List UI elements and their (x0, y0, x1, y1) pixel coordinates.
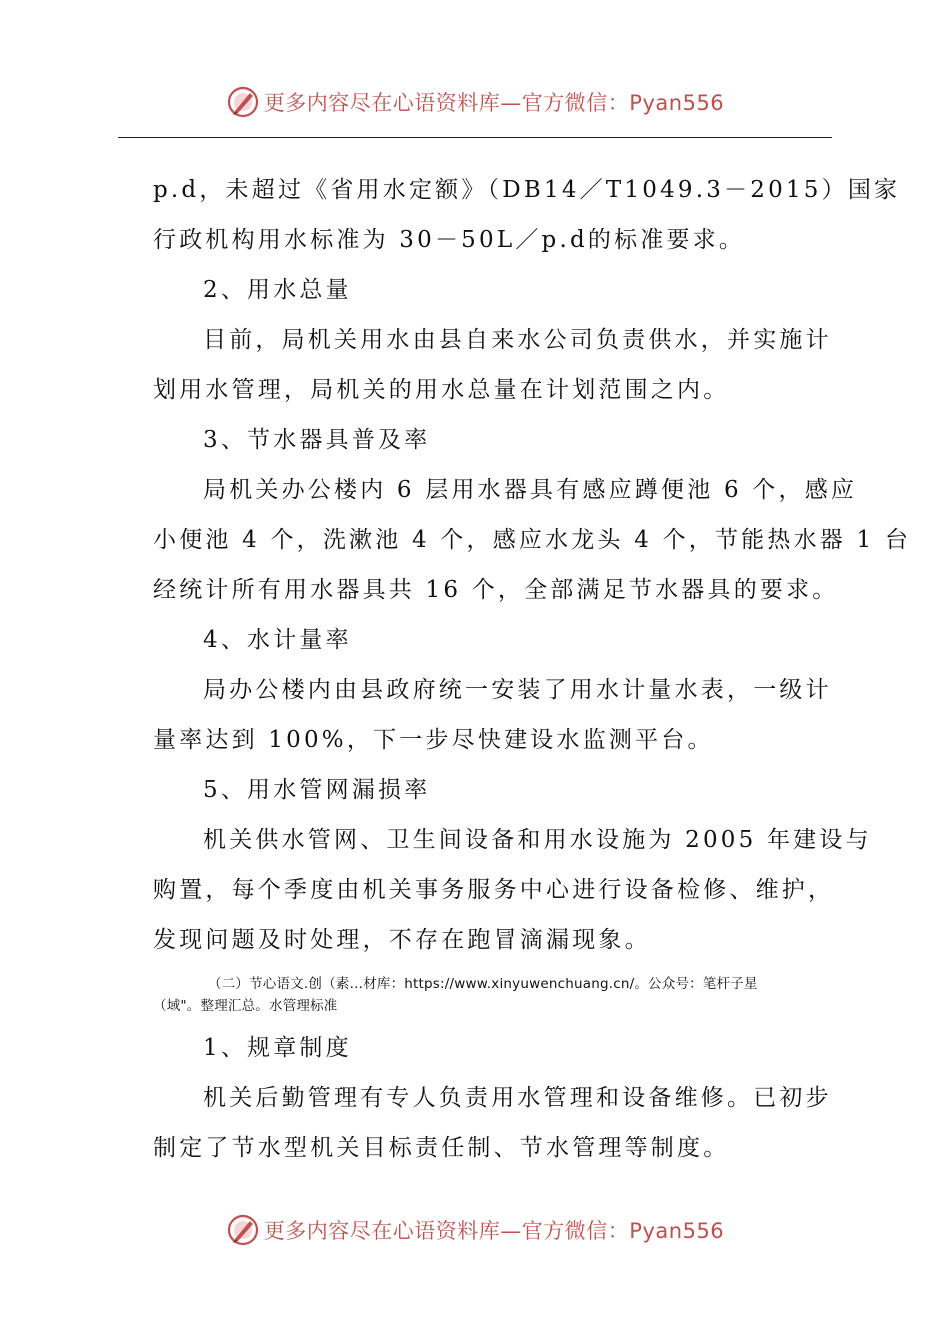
paragraph-line: 制定了节水型机关目标责任制、节水管理等制度。 (153, 1135, 730, 1161)
source-note-line: （域"。整理汇总。水管理标准 (153, 998, 338, 1014)
paragraph-line: 发现问题及时处理，不存在跑冒滴漏现象。 (153, 927, 651, 953)
paragraph-line: 行政机构用水标准为 30－50L／p.d的标准要求。 (153, 227, 746, 253)
paragraph-line: 局办公楼内由县政府统一安装了用水计量水表，一级计 (203, 677, 832, 703)
document-body (153, 165, 912, 1173)
paragraph-line: p.d，未超过《省用水定额》（DB14／T1049.3－2015）国家 (153, 177, 901, 203)
header-divider (118, 137, 832, 138)
section-heading-total-usage: 2、用水总量 (203, 277, 352, 303)
section-heading-metering-rate: 4、水计量率 (203, 627, 352, 653)
paragraph-line: 局机关办公楼内 6 层用水器具有感应蹲便池 6 个，感应 (203, 477, 858, 503)
pen-logo-icon (226, 85, 260, 119)
paragraph-line: 机关供水管网、卫生间设备和用水设施为 2005 年建设与 (203, 827, 872, 853)
header-banner-text: 更多内容尽在心语资料库—官方微信：Pyan556 (263, 91, 725, 115)
section-heading-leakage-rate: 5、用水管网漏损率 (203, 777, 431, 803)
paragraph-line: 购置，每个季度由机关事务服务中心进行设备检修、维护， (153, 877, 835, 903)
paragraph-line: 量率达到 100%，下一步尽快建设水监测平台。 (153, 727, 714, 753)
footer-banner-text: 更多内容尽在心语资料库—官方微信：Pyan556 (263, 1219, 725, 1243)
pen-logo-icon (226, 1213, 260, 1247)
section-heading-regulations: 1、规章制度 (203, 1035, 352, 1061)
paragraph-line: 小便池 4 个，洗漱池 4 个，感应水龙头 4 个，节能热水器 1 台 (153, 527, 912, 553)
footer-banner (0, 1210, 950, 1250)
source-note-line: （二）节心语文.创（素…材库：https://www.xinyuwenchuang.cn/。公众号：笔杆子星 (208, 976, 758, 992)
header-banner (0, 82, 950, 122)
paragraph-line: 机关后勤管理有专人负责用水管理和设备维修。已初步 (203, 1085, 832, 1111)
section-heading-fixture-rate: 3、节水器具普及率 (203, 427, 431, 453)
paragraph-line: 目前，局机关用水由县自来水公司负责供水，并实施计 (203, 327, 832, 353)
paragraph-line: 划用水管理，局机关的用水总量在计划范围之内。 (153, 377, 730, 403)
paragraph-line: 经统计所有用水器具共 16 个，全部满足节水器具的要求。 (153, 577, 839, 603)
